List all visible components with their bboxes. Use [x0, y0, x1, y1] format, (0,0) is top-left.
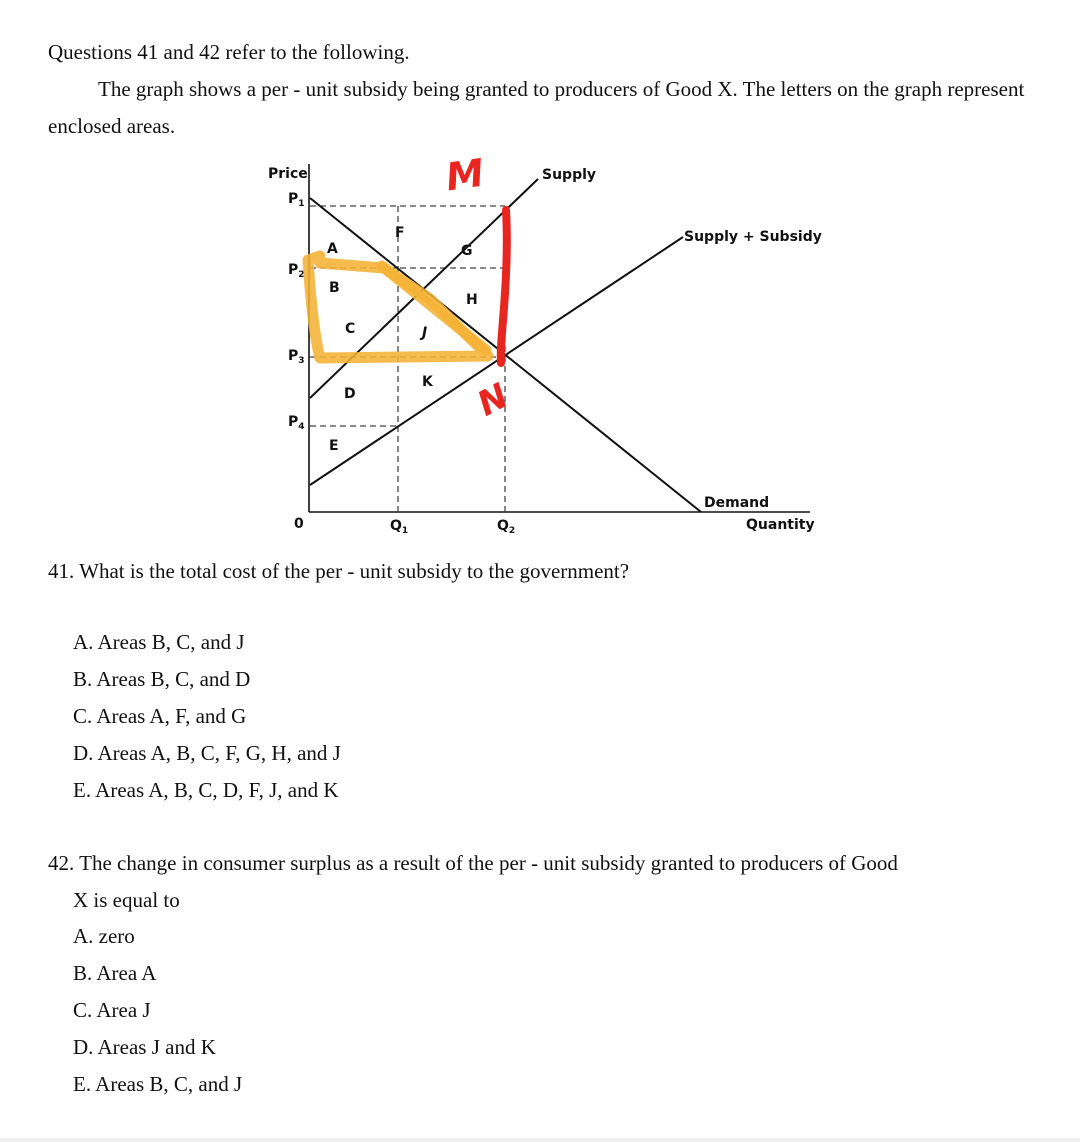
red-letter-m: M: [443, 150, 487, 200]
q41-option-b: B. Areas B, C, and D: [73, 667, 251, 691]
red-vertical-mark: [501, 210, 507, 363]
q41-option-c: C. Areas A, F, and G: [73, 704, 247, 728]
area-k: K: [422, 374, 433, 390]
question-42-line-2: X is equal to: [73, 888, 180, 912]
question-41: 41. What is the total cost of the per - unit subsidy to the government?: [48, 559, 630, 583]
intro: [48, 34, 1048, 145]
intro-line-1: Questions 41 and 42 refer to the following.: [48, 40, 410, 64]
price-axis-label: Price: [268, 166, 308, 182]
area-a: A: [327, 241, 338, 257]
quantity-label-q2: $Q_2$: [497, 518, 516, 536]
area-f: F: [395, 225, 405, 241]
area-c: C: [345, 321, 356, 337]
bottom-divider: [0, 1138, 1080, 1142]
q41-option-a: A. Areas B, C, and J: [73, 630, 245, 654]
price-label-p3: $P_3$: [288, 348, 305, 366]
area-g: G: [461, 243, 473, 259]
price-label-p4: $P_4$: [288, 414, 305, 432]
area-h: H: [466, 292, 478, 308]
question-42-line-1: 42. The change in consumer surplus as a result of the per - unit subsidy granted to producers of Good: [48, 851, 898, 875]
q42-option-e: E. Areas B, C, and J: [73, 1072, 243, 1096]
area-b: B: [329, 280, 340, 296]
origin-label: 0: [294, 516, 304, 532]
demand-label: Demand: [704, 495, 770, 511]
intro-line-2: The graph shows a per - unit subsidy being granted to producers of Good X. The letters on the graph represent enclosed areas.: [48, 77, 1025, 138]
area-j: J: [422, 325, 428, 341]
supply-subsidy-label: Supply + Subsidy: [684, 229, 822, 245]
q42-option-c: C. Area J: [73, 998, 151, 1022]
price-label-p1: $P_1$: [288, 191, 305, 209]
subsidy-graph: [250, 150, 830, 542]
q41-option-e: E. Areas A, B, C, D, F, J, and K: [73, 778, 339, 802]
quantity-label-q1: $Q_1$: [390, 518, 409, 536]
area-e: E: [329, 438, 339, 454]
quantity-axis-label: Quantity: [746, 517, 815, 533]
q42-option-a: A. zero: [73, 924, 135, 948]
question-42: [48, 845, 1058, 919]
q42-option-b: B. Area A: [73, 961, 157, 985]
red-letter-n: N: [471, 375, 515, 425]
question-41-options: [73, 624, 341, 809]
q42-option-d: D. Areas J and K: [73, 1035, 216, 1059]
q41-option-d: D. Areas A, B, C, F, G, H, and J: [73, 741, 341, 765]
area-d: D: [344, 386, 356, 402]
price-label-p2: $P_2$: [288, 262, 305, 280]
question-42-options: [73, 918, 242, 1103]
supply-label: Supply: [542, 167, 597, 183]
